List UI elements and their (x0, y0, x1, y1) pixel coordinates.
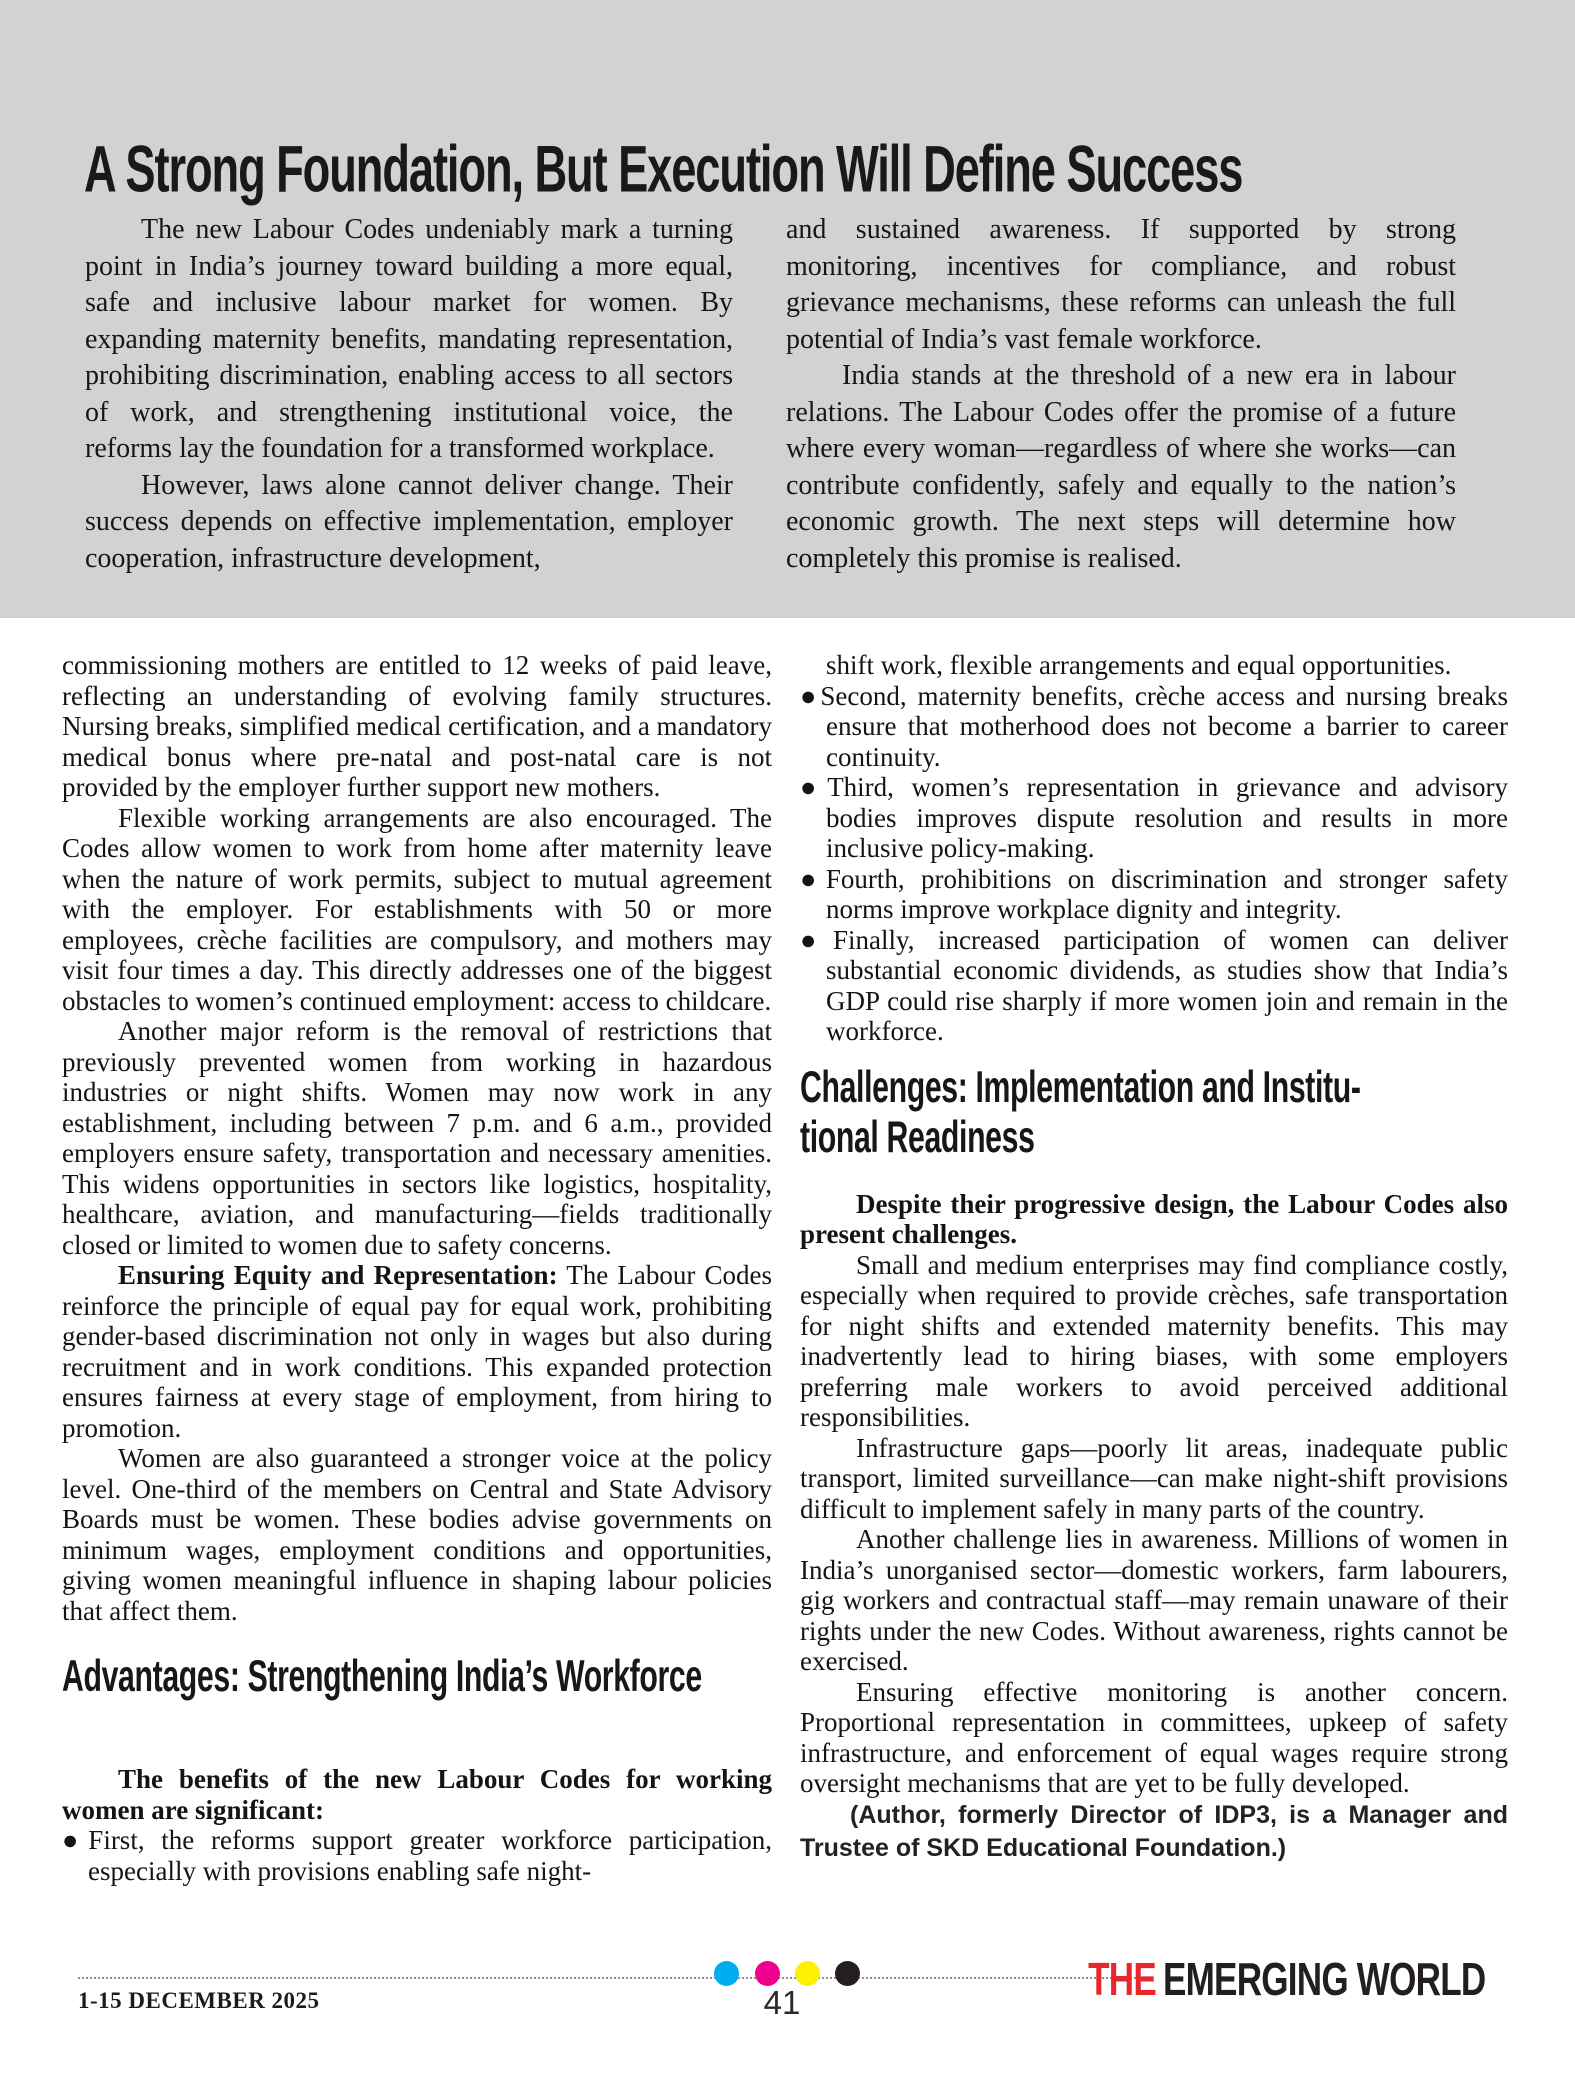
registration-dot-magenta (755, 1961, 780, 1986)
article-paragraph: Infrastructure gaps—poorly lit areas, inadequate public transport, limited surveillance—can make night-shift provisions difficult to implement safely in many parts of the country. (800, 1432, 1508, 1524)
body-column-left (62, 650, 772, 1886)
section-heading-challenges (800, 1061, 1508, 1161)
section-heading-text: Challenges: Implementation and Institu- (800, 1061, 1361, 1111)
article-paragraph: Women are also guaranteed a stronger voice at the policy level. One-third of the members on Central and State Advisory Boards must be women. These bodies advise governments on minimum wages, employment conditions and opportunities, giving women meaningful influence in shaping labour policies that affect them. (62, 1443, 772, 1626)
bullet-item (62, 1825, 772, 1886)
article-paragraph: Small and medium enterprises may find compliance costly, especially when required to provide crèches, safe transportation for night shifts and extended maternity benefits. This may inadvertently lead to hiring biases, with some employers preferring male workers to avoid perceived additional responsibilities. (800, 1249, 1508, 1432)
article-paragraph: commissioning mothers are entitled to 12 weeks of paid leave, reflecting an understanding of evolving family structures. Nursing breaks, simplified medical certification, and a mandatory medical bonus where pre-natal and post-natal care is not provided by the employer further support new mothers. (62, 650, 773, 802)
bullet-icon: ● (800, 680, 821, 711)
intro-column-left (85, 212, 733, 577)
registration-dot-black (835, 1961, 860, 1986)
intro-paragraph: India stands at the threshold of a new era in labour relations. The Labour Codes offer the promise of a future where every woman—regardless of where she works—can contribute confidently, safely and equally to the nation’s economic growth. The next steps will determine how completely this promise is realised. (786, 360, 1456, 574)
intro-column-right (786, 212, 1456, 577)
section-heading-text: tional Readiness (800, 1111, 1035, 1161)
bullet-icon: ● (62, 1825, 89, 1855)
bullet-icon: ● (800, 772, 828, 802)
bullet-text: Third, women’s representation in grievance and advisory bodies improves dispute resolution and results in more inclusive policy-making. (826, 772, 1508, 863)
bullet-item (800, 925, 1508, 1047)
magazine-masthead (1088, 1953, 1485, 2006)
bullet-text: Second, maternity benefits, crèche access and nursing breaks ensure that motherhood does not become a barrier to career continuity. (820, 680, 1509, 772)
bullet-icon: ● (800, 863, 826, 894)
masthead-the: THE (1087, 1953, 1156, 2006)
section-heading-advantages (62, 1650, 772, 1700)
bullet-icon: ● (800, 924, 834, 955)
paragraph-lead-bold: Ensuring Equity and Representation: (118, 1260, 558, 1290)
masthead-title: EMERGING WORLD (1162, 1953, 1485, 2006)
bullet-item (800, 772, 1508, 864)
article-paragraph-bold: The benefits of the new Labour Codes for working women are significant: (62, 1764, 772, 1825)
intro-paragraph: The new Labour Codes undeniably mark a turning point in India’s journey toward building a more equal, safe and inclusive labour market for women. By expanding maternity benefits, mandating representation, prohibiting discrimination, enabling access to all sectors of work, and strengthening institutional voice, the reforms lay the foundation for a transformed workplace. (85, 214, 733, 464)
intro-paragraph: and sustained awareness. If supported by strong monitoring, incentives for compliance, and robust grievance mechanisms, these reforms can unleash the full potential of India’s vast female workforce. (786, 214, 1456, 355)
author-credit: (Author, formerly Director of IDP3, is a Manager and Trustee of SKD Educational Foundation.) (800, 1800, 1508, 1862)
bullet-text: Fourth, prohibitions on discrimination and stronger safety norms improve workplace dignity and integrity. (825, 863, 1508, 924)
article-paragraph: Another major reform is the removal of restrictions that previously prevented women from working in hazardous industries or night shifts. Women may now work in any establishment, including between 7 p.m. and 6 a.m., provided employers ensure safety, transportation and necessary amenities. This widens opportunities in sectors like logistics, hospitality, healthcare, aviation, and manufacturing—fields traditionally closed or limited to women due to safety concerns. (62, 1016, 772, 1260)
bullet-text: First, the reforms support greater workforce participation, especially with provisions enabling safe night- (88, 1825, 772, 1886)
article-paragraph (62, 1260, 772, 1443)
article-paragraph-bold: Despite their progressive design, the Labour Codes also present challenges. (800, 1188, 1508, 1249)
article-headline: A Strong Foundation, But Execution Will Define Success (84, 133, 1243, 207)
section-heading-text: Advantages: Strengthening India’s Workforce (62, 1651, 702, 1701)
bullet-text: Finally, increased participation of women can deliver substantial economic dividends, as studies show that India’s GDP could rise sharply if more women join and remain in the workforce. (826, 924, 1508, 1046)
paragraph-text: The Labour Codes reinforce the principle of equal pay for equal work, prohibiting gender-based discrimination not only in wages but also during recruitment and in work conditions. This expanded protection ensures fairness at every stage of employment, from hiring to promotion. (62, 1260, 772, 1443)
footer-issue-date: 1-15 DECEMBER 2025 (78, 1988, 320, 2013)
footer-dotted-rule (78, 1977, 1136, 1979)
registration-dot-cyan (714, 1961, 739, 1986)
page-number: 41 (763, 1984, 801, 2021)
body-column-right (800, 650, 1508, 1865)
article-paragraph: Flexible working arrangements are also encouraged. The Codes allow women to work from home after maternity leave when the nature of work permits, subject to mutual agreement with the employer. For establishments with 50 or more employees, crèche facilities are compulsory, and mothers may visit four times a day. This directly addresses one of the biggest obstacles to women’s continued employment: access to childcare. (62, 802, 772, 1016)
bullet-item (800, 864, 1508, 925)
bullet-continuation: shift work, flexible arrangements and equal opportunities. (826, 650, 1452, 680)
article-header-box (0, 0, 1575, 618)
article-paragraph: Another challenge lies in awareness. Millions of women in India’s unorganised sector—domestic workers, farm labourers, gig workers and contractual staff—may remain unaware of their rights under the new Codes. Without awareness, rights cannot be exercised. (800, 1524, 1508, 1676)
registration-dot-yellow (795, 1961, 820, 1986)
bullet-item (800, 681, 1508, 773)
article-paragraph: Ensuring effective monitoring is another concern. Proportional representation in committees, upkeep of safety infrastructure, and enforcement of equal wages require strong oversight mechanisms that are yet to be fully developed. (800, 1676, 1508, 1798)
intro-paragraph: However, laws alone cannot deliver change. Their success depends on effective implementation, employer cooperation, infrastructure development, (85, 469, 733, 574)
